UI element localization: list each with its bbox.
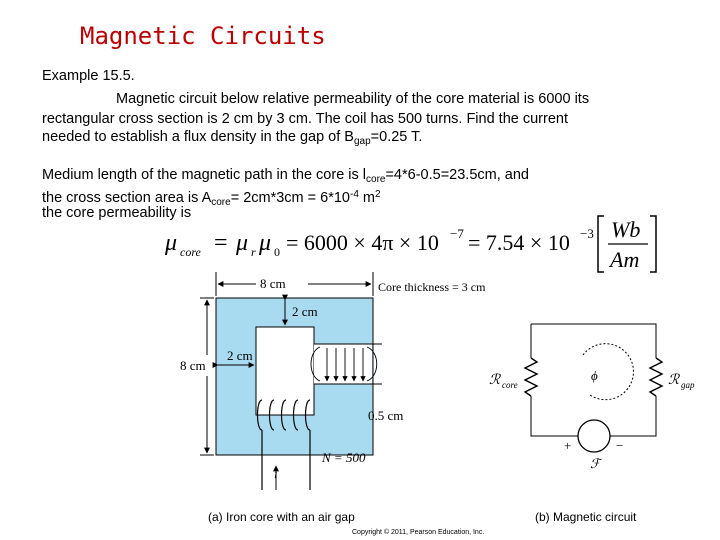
width-label: 8 cm (260, 276, 286, 291)
height-label: 8 cm (180, 358, 206, 373)
inner-left-label: 2 cm (227, 348, 253, 363)
flux-symbol: ϕ (591, 368, 598, 383)
solution-line-2: the cross section area is $A_{core}= 2cm*3cm = 6*10^{-4}$ $m^2$ (42, 189, 381, 208)
r-core-subscript: core (502, 380, 518, 390)
exponent-1: −7 (450, 226, 464, 241)
gap-resistor (650, 358, 662, 396)
minus-sign: − (616, 438, 624, 453)
plus-sign: + (564, 438, 572, 453)
r-subscript: r (251, 245, 256, 259)
slide-title: Magnetic Circuits (80, 22, 326, 50)
problem-line-1: Magnetic circuit below relative permeability of the core material is 6000 its (116, 91, 590, 107)
example-label: Example 15.5. (42, 68, 135, 84)
caption-a: (a) Iron core with an air gap (208, 510, 355, 524)
r-core-symbol: ℛ (489, 373, 501, 388)
inner-top-label: 2 cm (292, 304, 318, 319)
turns-label: N = 500 (322, 450, 366, 465)
thickness-label: Core thickness = 3 cm (378, 280, 486, 294)
core-resistor (525, 358, 537, 396)
formula-middle: = 6000 × 4π × 10 (286, 230, 439, 255)
solution-line-3: the core permeability is (42, 205, 192, 221)
mu-zero-symbol: μ (259, 230, 272, 256)
problem-line-2: rectangular cross section is 2 cm by 3 cm. The coil has 500 turns. Find the current (42, 111, 568, 127)
r-gap-symbol: ℛ (668, 373, 680, 388)
gap-label: 0.5 cm (368, 408, 404, 423)
mmf-source (578, 420, 610, 452)
solution-line-1: Medium length of the magnetic path in the core is $l_{core}=4*6-0.5=23.5cm$, and (42, 167, 529, 185)
unit-numerator: Wb (611, 217, 641, 242)
copyright-text: Copyright © 2011, Pearson Education, Inc. (352, 529, 485, 536)
unit-denominator: Am (610, 247, 640, 272)
equals-sign: = (214, 230, 228, 256)
exponent-2: −3 (580, 226, 594, 241)
figure-b-magnetic-circuit (489, 324, 695, 524)
permeability-formula (164, 216, 656, 272)
zero-subscript: 0 (274, 245, 280, 259)
r-gap-subscript: gap (681, 380, 695, 390)
mu-r-symbol: μ (236, 230, 249, 256)
problem-line-3: needed to establish a flux density in the gap of $B_{gap}=0.25$ T. (42, 129, 423, 147)
formula-result: = 7.54 × 10 (468, 230, 570, 255)
caption-b: (b) Magnetic circuit (535, 510, 637, 524)
current-label: i (274, 466, 278, 481)
figure-a-iron-core (180, 272, 486, 524)
mu-core-symbol: μ (165, 230, 178, 256)
core-subscript: core (180, 245, 201, 259)
mmf-symbol: ℱ (590, 456, 601, 471)
